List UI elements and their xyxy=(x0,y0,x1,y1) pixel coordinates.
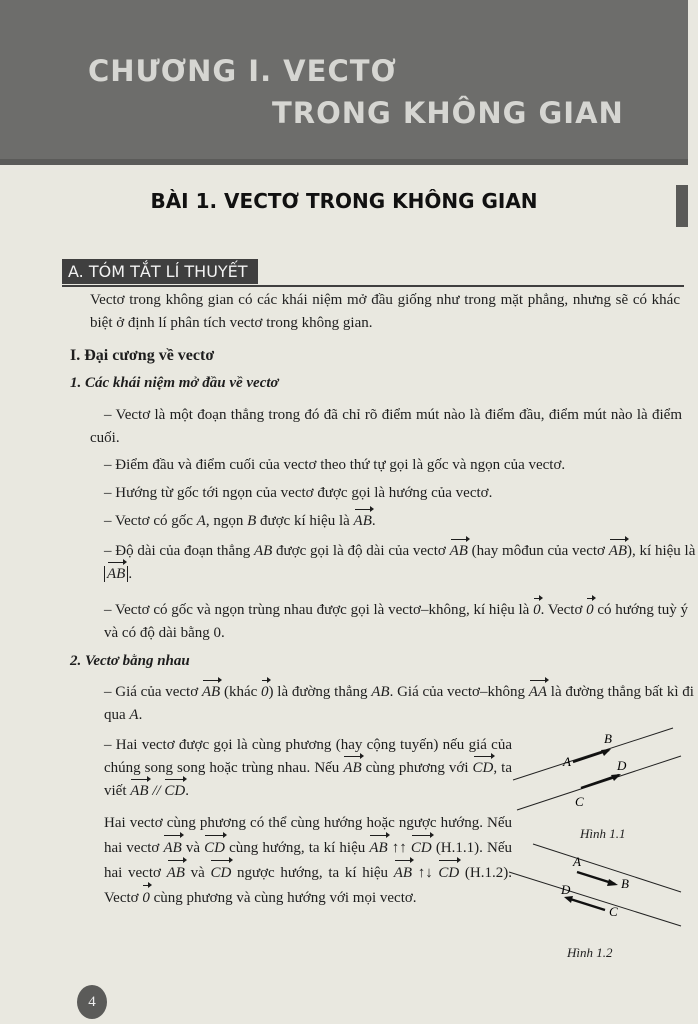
subsection-1-heading: 1. Các khái niệm mở đầu về vectơ xyxy=(70,375,279,391)
label-a: A xyxy=(563,754,571,769)
text: – Vectơ có gốc và ngọn trùng nhau được gọi là vectơ–không, kí hiệu là xyxy=(104,602,534,618)
text: . xyxy=(128,566,133,582)
arrowhead-b xyxy=(601,749,611,756)
text: , ta viết xyxy=(104,760,512,799)
definition-direction: – Hướng từ gốc tới ngọn của vectơ được gọi là hướng của vectơ. xyxy=(104,485,493,501)
text: . xyxy=(371,513,376,529)
label-a: A xyxy=(573,854,581,869)
text: (khác xyxy=(220,684,262,700)
text: là đường thẳng bất kì đi qua xyxy=(104,684,694,723)
vector-cd: CD xyxy=(204,836,225,861)
arrowhead-d xyxy=(611,774,621,781)
text: ) là đường thẳng xyxy=(268,684,372,700)
text: . Vectơ xyxy=(540,602,587,618)
text: có hướng tuỳ ý và có độ dài bằng 0. xyxy=(104,602,689,641)
text: ), kí hiệu là xyxy=(627,543,696,559)
chapter-title-line-1: CHƯƠNG I. VECTƠ xyxy=(88,54,397,88)
figure-1-1 xyxy=(505,726,685,826)
text: (H.1.2). Vectơ xyxy=(104,865,512,906)
section-1-heading: I. Đại cương về vectơ xyxy=(70,347,215,364)
notation-vector-ab xyxy=(104,510,376,533)
figure-1-2 xyxy=(505,836,685,946)
text: . Giá của vectơ–không xyxy=(389,684,529,700)
vector-ab: AB xyxy=(394,861,412,886)
text: – Hai vectơ được gọi là cùng phương (hay cộng tuyến) nếu giá của chúng song song hoặc trùng nhau. Nếu xyxy=(104,737,512,776)
text: và xyxy=(181,840,205,856)
arrowhead-d xyxy=(564,896,573,903)
support-line-ab xyxy=(509,872,681,926)
label-c: C xyxy=(609,904,618,919)
segment-ab: AB xyxy=(253,543,273,559)
same-direction-symbol: ↑↑ xyxy=(387,840,411,856)
zero-vector: 0 xyxy=(533,599,541,622)
text: – Vectơ có gốc xyxy=(104,513,197,529)
vector-aa: AA xyxy=(529,681,547,704)
text: (hay môđun của vectơ xyxy=(467,543,609,559)
text: Hai vectơ cùng phương có thể cùng hướng hoặc ngược hướng. Nếu hai vectơ xyxy=(104,815,512,856)
label-b: B xyxy=(621,876,629,891)
vector-cd: CD xyxy=(438,861,459,886)
text: ngược hướng, ta kí hiệu xyxy=(231,865,394,881)
vector-ab: AB xyxy=(609,540,627,563)
definition-zero-vector xyxy=(90,599,698,645)
intro-paragraph: Vectơ trong không gian có các khái niệm mở đầu giống như trong mặt phẳng, nhưng sẽ có khác biệt ở định lí phân tích vectơ trong không gian. xyxy=(90,292,680,331)
vector-ab-magnitude: AB xyxy=(107,563,125,586)
definition-support-line xyxy=(90,681,698,727)
text: và xyxy=(184,865,211,881)
support-line-cd xyxy=(533,844,681,892)
vector-cd: CD xyxy=(210,861,231,886)
vector-ab: AB xyxy=(343,757,361,780)
zero-vector: 0 xyxy=(261,681,269,704)
section-a-rule xyxy=(62,285,684,287)
vector-cd: CD xyxy=(411,836,432,861)
label-d: D xyxy=(617,758,627,773)
vector-cd: CD xyxy=(164,780,185,803)
section-a-heading: A. TÓM TẮT LÍ THUYẾT xyxy=(62,259,258,284)
text: . xyxy=(185,783,190,799)
zero-vector: 0 xyxy=(586,599,594,622)
definition-vector: – Vectơ là một đoạn thẳng trong đó đã chỉ rõ điểm mút nào là điểm đầu, điểm mút nào là điểm cuối. xyxy=(90,407,682,446)
text: được kí hiệu là xyxy=(256,513,354,529)
text: được gọi là độ dài của vectơ xyxy=(272,543,450,559)
label-b: B xyxy=(604,731,612,746)
vector-ab: AB xyxy=(163,836,181,861)
lesson-title: BÀI 1. VECTƠ TRONG KHÔNG GIAN xyxy=(150,189,538,213)
vector-ab: AB xyxy=(369,836,387,861)
vector-ab: AB xyxy=(450,540,468,563)
vector-cd-arrow xyxy=(567,898,605,910)
vector-ab: AB xyxy=(202,681,220,704)
point-a: A xyxy=(129,707,139,723)
arrowhead-b xyxy=(607,879,618,886)
definition-same-opposite-direction xyxy=(90,811,512,911)
text: – Giá của vectơ xyxy=(104,684,202,700)
definition-origin-tip: – Điểm đầu và điểm cuối của vectơ theo thứ tự gọi là gốc và ngọn của vectơ. xyxy=(104,457,566,473)
text: cùng hướng, ta kí hiệu xyxy=(224,840,370,856)
label-d: D xyxy=(561,882,571,897)
point-b: B xyxy=(247,513,257,529)
text: , ngọn xyxy=(205,513,248,529)
vector-ab: AB xyxy=(167,861,185,886)
text: cùng phương với xyxy=(361,760,473,776)
vector-cd: CD xyxy=(473,757,494,780)
support-line-ab xyxy=(513,728,673,780)
figure-1-1-caption: Hình 1.1 xyxy=(580,826,626,841)
figure-1-2-caption: Hình 1.2 xyxy=(567,945,613,960)
vector-ab: AB xyxy=(354,510,372,533)
zero-vector: 0 xyxy=(142,886,150,911)
opposite-direction-symbol: ↑↓ xyxy=(412,865,439,881)
chapter-header-band xyxy=(0,0,688,165)
page-number: 4 xyxy=(77,985,107,1019)
vector-ab: AB xyxy=(130,780,148,803)
chapter-title-line-2: TRONG KHÔNG GIAN xyxy=(272,96,624,130)
point-a: A xyxy=(196,513,206,529)
parallel-symbol: // xyxy=(148,783,165,799)
text: . xyxy=(138,707,143,723)
definition-collinear xyxy=(90,734,512,803)
label-c: C xyxy=(575,794,584,809)
definition-length xyxy=(90,540,698,586)
subsection-2-heading: 2. Vectơ bằng nhau xyxy=(70,653,190,669)
line-ab: AB xyxy=(371,684,390,700)
text: cùng phương và cùng hướng với mọi vectơ. xyxy=(149,890,417,906)
text: (H.1.1). Nếu hai vectơ xyxy=(104,840,512,881)
text: – Độ dài của đoạn thẳng xyxy=(104,543,254,559)
